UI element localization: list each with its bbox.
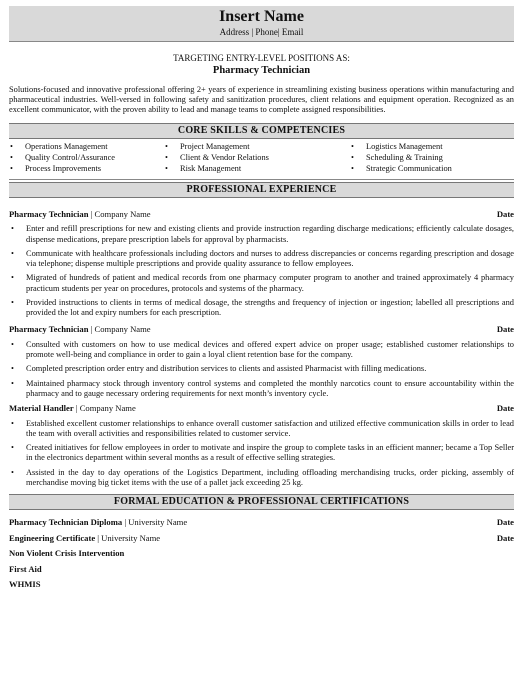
certification-item (9, 579, 514, 589)
education-date: Date (496, 532, 514, 543)
skill-item: • Scheduling & Training (350, 153, 514, 164)
education-org: | University Name (95, 532, 161, 543)
job-bullet: • Migrated of hundreds of patient and medical records from one pharmacy computer program to another and trained approximately 4 pharmacy practicum students per year on procedures, protocols and systems of the pharmacy. (9, 273, 514, 294)
education-title: Engineering Certificate (9, 532, 96, 543)
skill-item: • Logistics Management (350, 142, 514, 153)
education-title: Pharmacy Technician Diploma (9, 517, 123, 528)
skills-column-2 (164, 142, 350, 175)
job-bullet: • Enter and refill prescriptions for new and existing clients and provide instruction regarding discharge medications; efficiently calculate dosages, dispense medications, prepare prescription labels for approval by pharmacists. (9, 224, 514, 245)
resume-header (9, 6, 514, 42)
candidate-name: Insert Name (219, 8, 304, 25)
skill-item: • Process Improvements (9, 164, 164, 175)
job-bullet: • Established excellent customer relationships to enhance overall customer satisfaction and utilized effective communication skills in order to lead the team with overall activities and responsibilities related to customer service. (9, 419, 514, 440)
job-bullet: • Provided instructions to clients in terms of medical dosage, the strengths and frequency of injection or ingestion; labelled all prescriptions and provided the lot and expiry numbers for each prescription. (9, 298, 514, 319)
job-company: | Company Name (88, 208, 151, 219)
education-date: Date (496, 517, 514, 528)
job-entry (9, 209, 514, 318)
job-date: Date (496, 403, 514, 414)
job-title-line (9, 324, 514, 334)
job-bullets (9, 224, 514, 318)
skills-column-1 (9, 142, 164, 175)
skill-item: • Quality Control/Assurance (9, 153, 164, 164)
skills-grid (9, 139, 514, 180)
job-bullets (9, 340, 514, 399)
certification-item (9, 548, 514, 558)
job-entry (9, 324, 514, 399)
education-list (9, 517, 514, 589)
job-role: Pharmacy Technician (9, 208, 89, 219)
skill-item: • Strategic Communication (350, 164, 514, 175)
skill-item: • Client & Vendor Relations (164, 153, 350, 164)
job-company: | Company Name (73, 403, 136, 414)
certification-title: First Aid (9, 563, 42, 574)
job-role: Material Handler (9, 403, 74, 414)
section-heading-skills: CORE SKILLS & COMPETENCIES (9, 123, 514, 139)
target-position: Pharmacy Technician (212, 64, 311, 76)
certification-title: Non Violent Crisis Intervention (9, 548, 125, 559)
job-date: Date (496, 324, 514, 335)
job-bullet: • Consulted with customers on how to use medical devices and offered expert advice on proper usage; established customer relationships to promote well-being and compliance in order to gain a loyal client retention base for the company. (9, 340, 514, 361)
skills-column-3 (350, 142, 514, 175)
job-date: Date (496, 208, 514, 219)
job-bullet: • Assisted in the day to day operations of the Logistics Department, including offloading merchandising trucks, order picking, assembly of merchandise moving big ticket items with the use of a pallet jack exceeding 25 kg. (9, 468, 514, 489)
certification-item (9, 564, 514, 574)
professional-summary: Solutions-focused and innovative professional offering 2+ years of experience in streamlining existing business operations within manufacturing and pharmaceutical industries. Well-versed in following safety and sanitization procedures, client relations and equipment operation. Recognized as an excellent communicator, with the proven ability to lead and manage teams to complete assigned responsibilities. (9, 84, 514, 114)
job-entry (9, 403, 514, 488)
job-title-line (9, 403, 514, 413)
skill-item: • Operations Management (9, 142, 164, 153)
targeting-label: TARGETING ENTRY-LEVEL POSITIONS AS: (173, 52, 350, 63)
job-bullet: • Created initiatives for fellow employees in order to motivate and inspire the group to complete tasks in an efficient manner; became a Top Seller in the electronics department within several months as a result of effective selling strategies. (9, 443, 514, 464)
contact-line: Address | Phone| Email (219, 26, 304, 37)
job-role: Pharmacy Technician (9, 324, 89, 335)
job-title-line (9, 209, 514, 219)
job-company: | Company Name (88, 324, 151, 335)
section-heading-experience: PROFESSIONAL EXPERIENCE (9, 182, 514, 198)
certification-title: WHMIS (9, 579, 41, 590)
skill-item: • Project Management (164, 142, 350, 153)
job-bullet: • Maintained pharmacy stock through inventory control systems and completed the monthly narcotics count to ensure accountability within the pharmacy and to gauge necessary ordering requirements for next month’s inventory cycle. (9, 379, 514, 400)
job-bullet: • Completed prescription order entry and distribution services to clients and assisted Pharmacist with filling medications. (9, 364, 514, 374)
education-org: | University Name (122, 517, 188, 528)
job-bullets (9, 419, 514, 489)
job-bullet: • Communicate with healthcare professionals including doctors and nurses to address discrepancies or concerns regarding prescription and dosage via telephone; dispense multiple prescriptions and provide quality assurance to fellow employees. (9, 249, 514, 270)
education-item (9, 517, 514, 527)
education-item (9, 533, 514, 543)
skill-item: • Risk Management (164, 164, 350, 175)
section-heading-education: FORMAL EDUCATION & PROFESSIONAL CERTIFICATIONS (9, 494, 514, 510)
